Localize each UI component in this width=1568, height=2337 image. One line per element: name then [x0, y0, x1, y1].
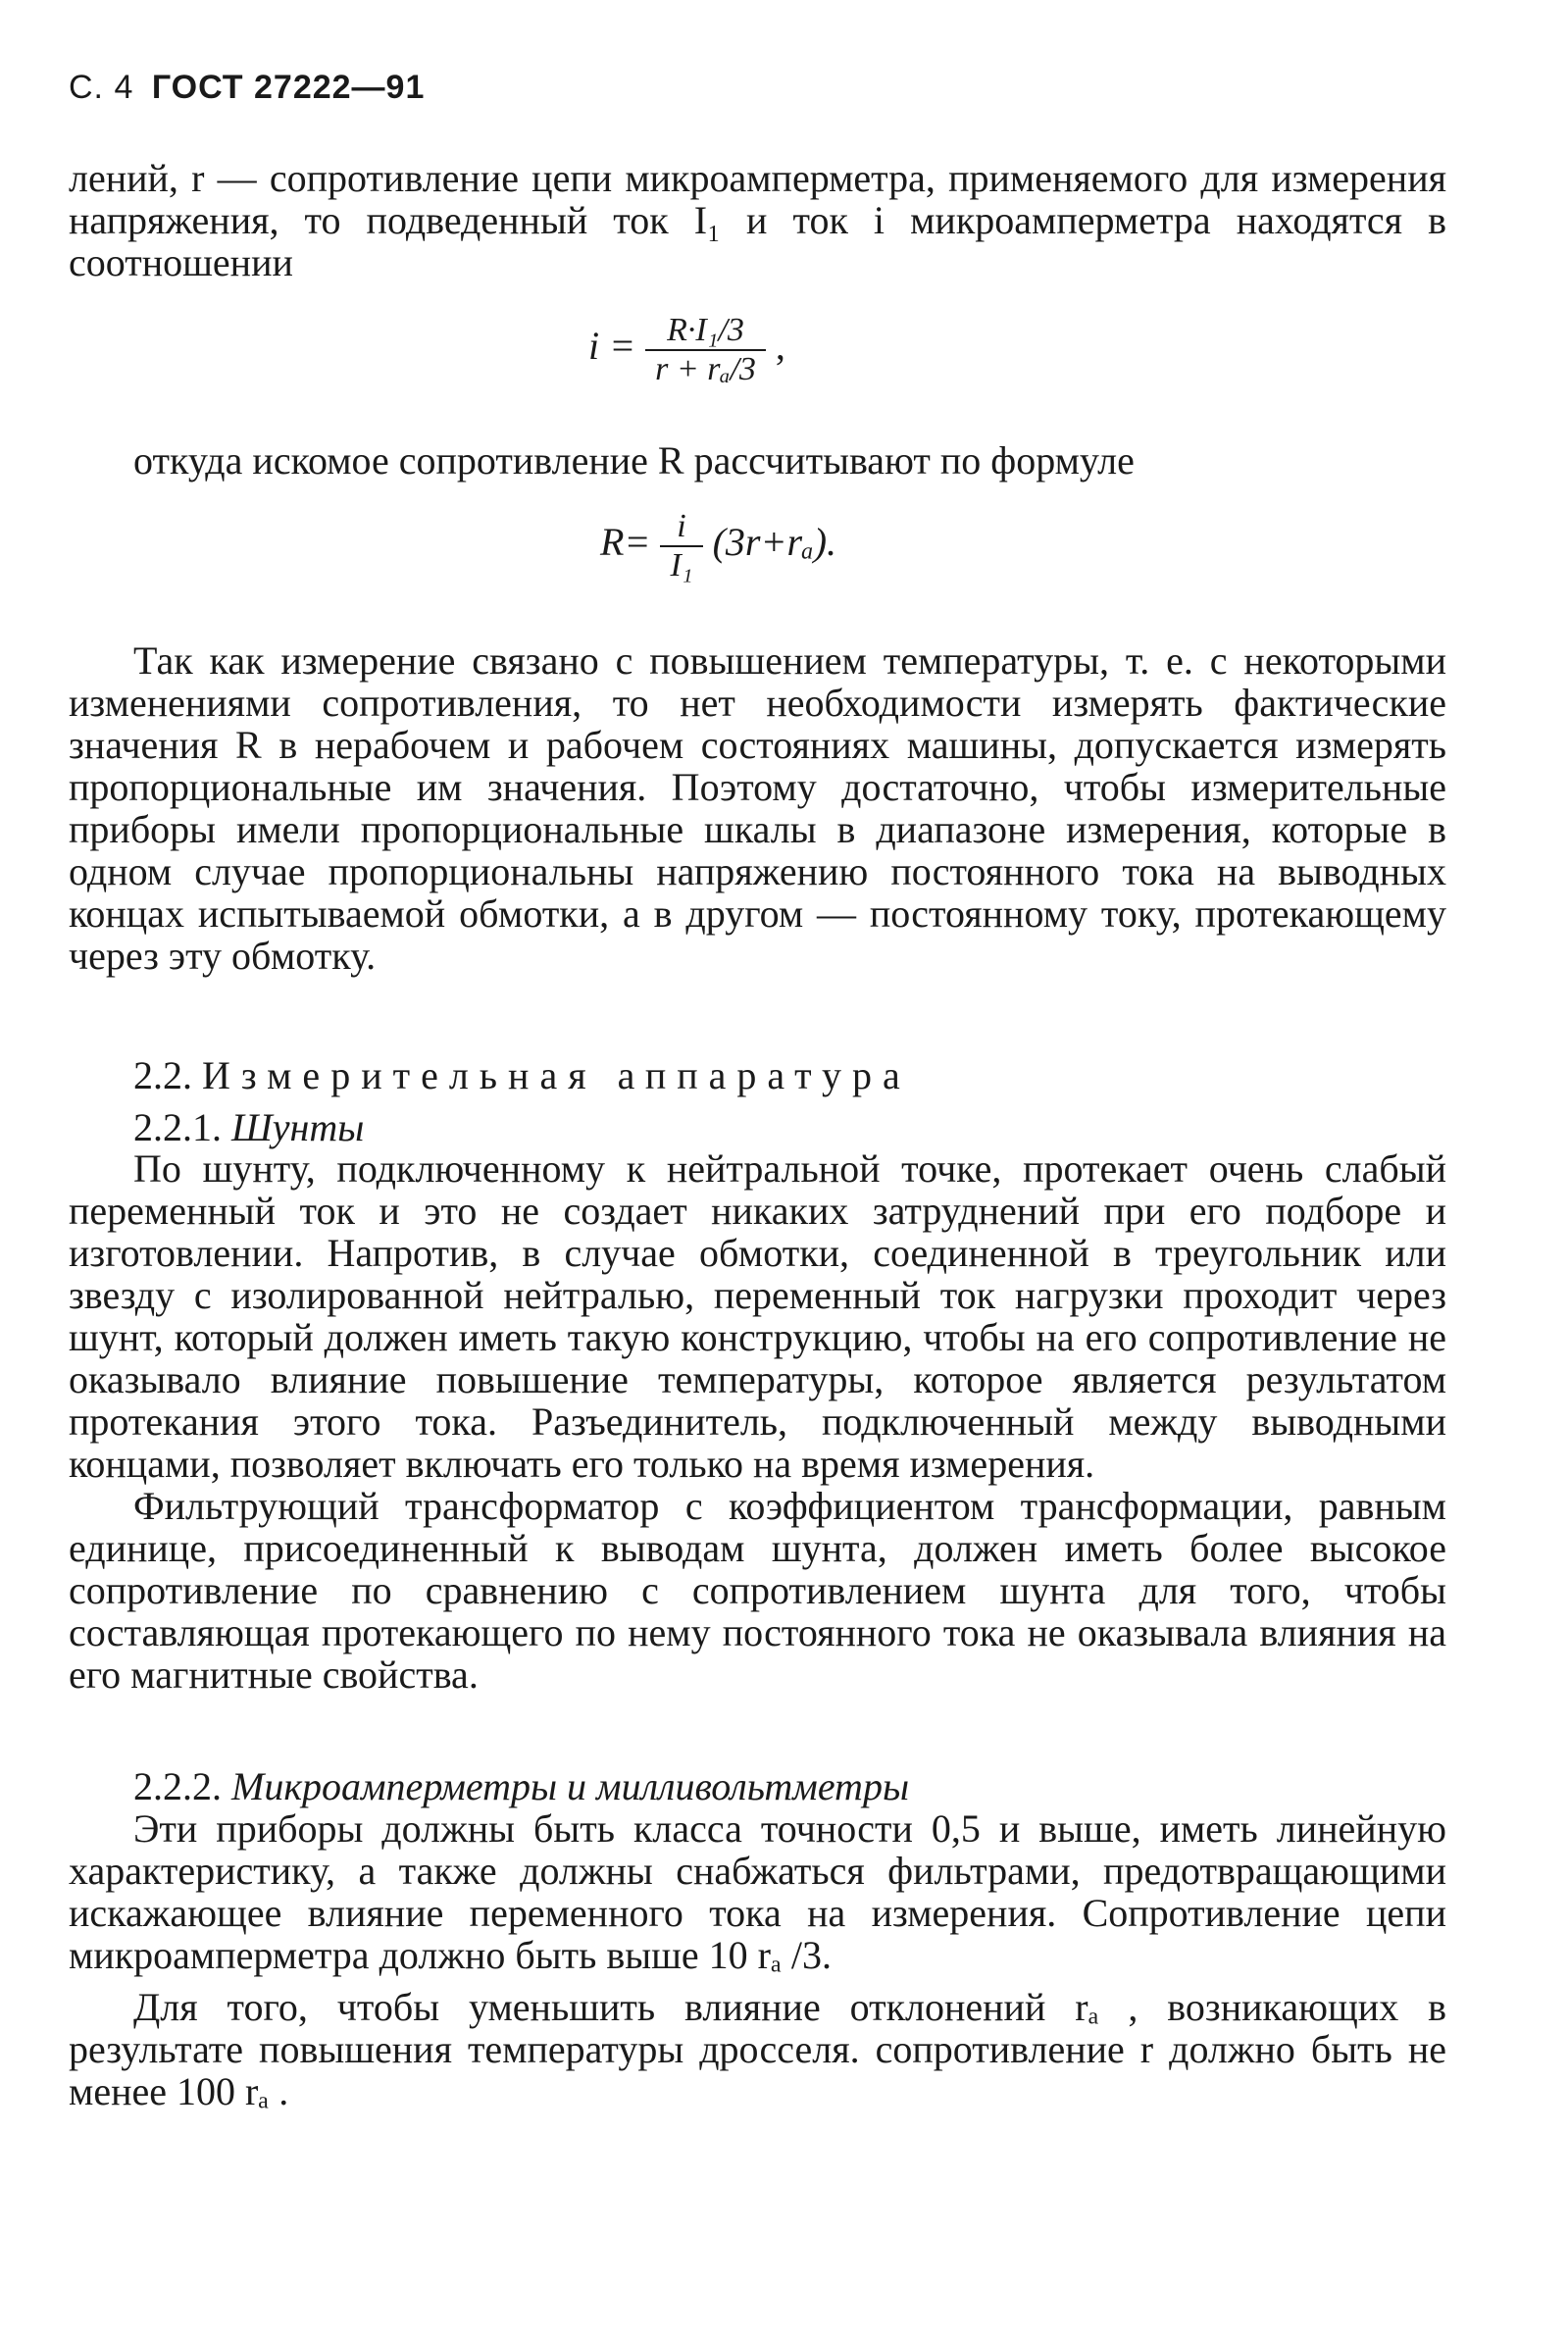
section-title: Микроамперметры и милливольтметры [231, 1764, 910, 1808]
paragraph-text: Для того, чтобы уменьшить влияние отклонений rₐ , возникающих в результате повышения температуры дросселя. сопротивление r должно быть не менее 100 rₐ . [69, 1985, 1446, 2113]
section-title: Шунты [231, 1105, 365, 1149]
formula-denominator: r + rₐ/3 [645, 349, 766, 388]
section-heading-2-2-1 [133, 1106, 364, 1148]
formula-numerator: i [677, 508, 686, 544]
formula-lhs: R= [600, 520, 651, 565]
section-heading-2-2-2 [133, 1765, 909, 1807]
section-number: 2.2.2. [133, 1764, 222, 1808]
formula-lhs: i = [588, 324, 636, 369]
paragraph-instruments [69, 1807, 1446, 2112]
formula-numerator: R·I₁/3 [667, 312, 744, 348]
formula-trail: , [775, 324, 785, 369]
paragraph-text: Фильтрующий трансформатор с коэффициентом трансформации, равным единице, присоединенный к выводам шунта, должен иметь более высокое сопротивление по сравнению с сопротивлением шунта для того, чтобы составляющая протекающего по нему постоянного тока не оказывала влияния на его магнитные свойства. [69, 1484, 1446, 1697]
formula-intro-line [69, 439, 1446, 482]
formula-fraction [660, 508, 702, 584]
paragraph-measurement [69, 639, 1446, 977]
paragraph-text: лений, r — сопротивление цепи микроамперметра, применяемого для измерения напряжения, то подведенный ток I₁ и ток i микроамперметра находятся в соотношении [69, 156, 1446, 284]
formula-resistance [600, 508, 836, 584]
formula-current-ratio [588, 312, 785, 388]
formula-rhs: (3r+rₐ). [712, 520, 837, 565]
section-number: 2.2. [133, 1053, 192, 1097]
paragraph-text: откуда искомое сопротивление R рассчитывают по формуле [133, 438, 1135, 483]
paragraph-text: Эти приборы должны быть класса точности 0,5 и выше, иметь линейную характеристику, а также должны снабжаться фильтрами, предотвращающими искажающее влияние переменного тока на измерения. Сопротивление цепи микроамперметра должно быть выше 10 rₐ /3. [69, 1806, 1446, 1977]
formula-denominator: I₁ [660, 545, 702, 584]
paragraph-text: По шунту, подключенному к нейтральной точке, протекает очень слабый переменный ток и это не создает никаких затруднений при его подборе и изготовлении. Напротив, в случае обмотки, соединенной в треугольник или звезду с изолированной нейтралью, переменный ток нагрузки проходит через шунт, который должен иметь такую конструкцию, чтобы на его сопротивление не оказывало влияние повышение температуры, которое является результатом протекания этого тока. Разъединитель, подключенный между выводными концами, позволяет включать его только на время измерения. [69, 1146, 1446, 1486]
paragraph-continuation [69, 157, 1446, 283]
page-ref: С. 4 [69, 69, 134, 106]
standard-number: ГОСТ 27222—91 [151, 69, 426, 106]
paragraph-shunts [69, 1147, 1446, 1696]
formula-fraction [645, 312, 766, 388]
page-header [69, 69, 425, 107]
paragraph-text: Так как измерение связано с повышением температуры, т. е. с некоторыми изменениями сопротивления, то нет необходимости измерять фактические значения R в нерабочем и рабочем состояниях машины, допускается измерять пропорциональные им значения. Поэтому достаточно, чтобы измерительные приборы имели пропорциональные шкалы в диапазоне измерения, которые в одном случае пропорциональны напряжению постоянного тока на выводных концах испытываемой обмотки, а в другом — постоянному току, протекающему через эту обмотку. [69, 638, 1446, 978]
section-number: 2.2.1. [133, 1105, 222, 1149]
section-title: Измерительная аппаратура [202, 1053, 911, 1097]
section-heading-2-2 [133, 1054, 911, 1096]
